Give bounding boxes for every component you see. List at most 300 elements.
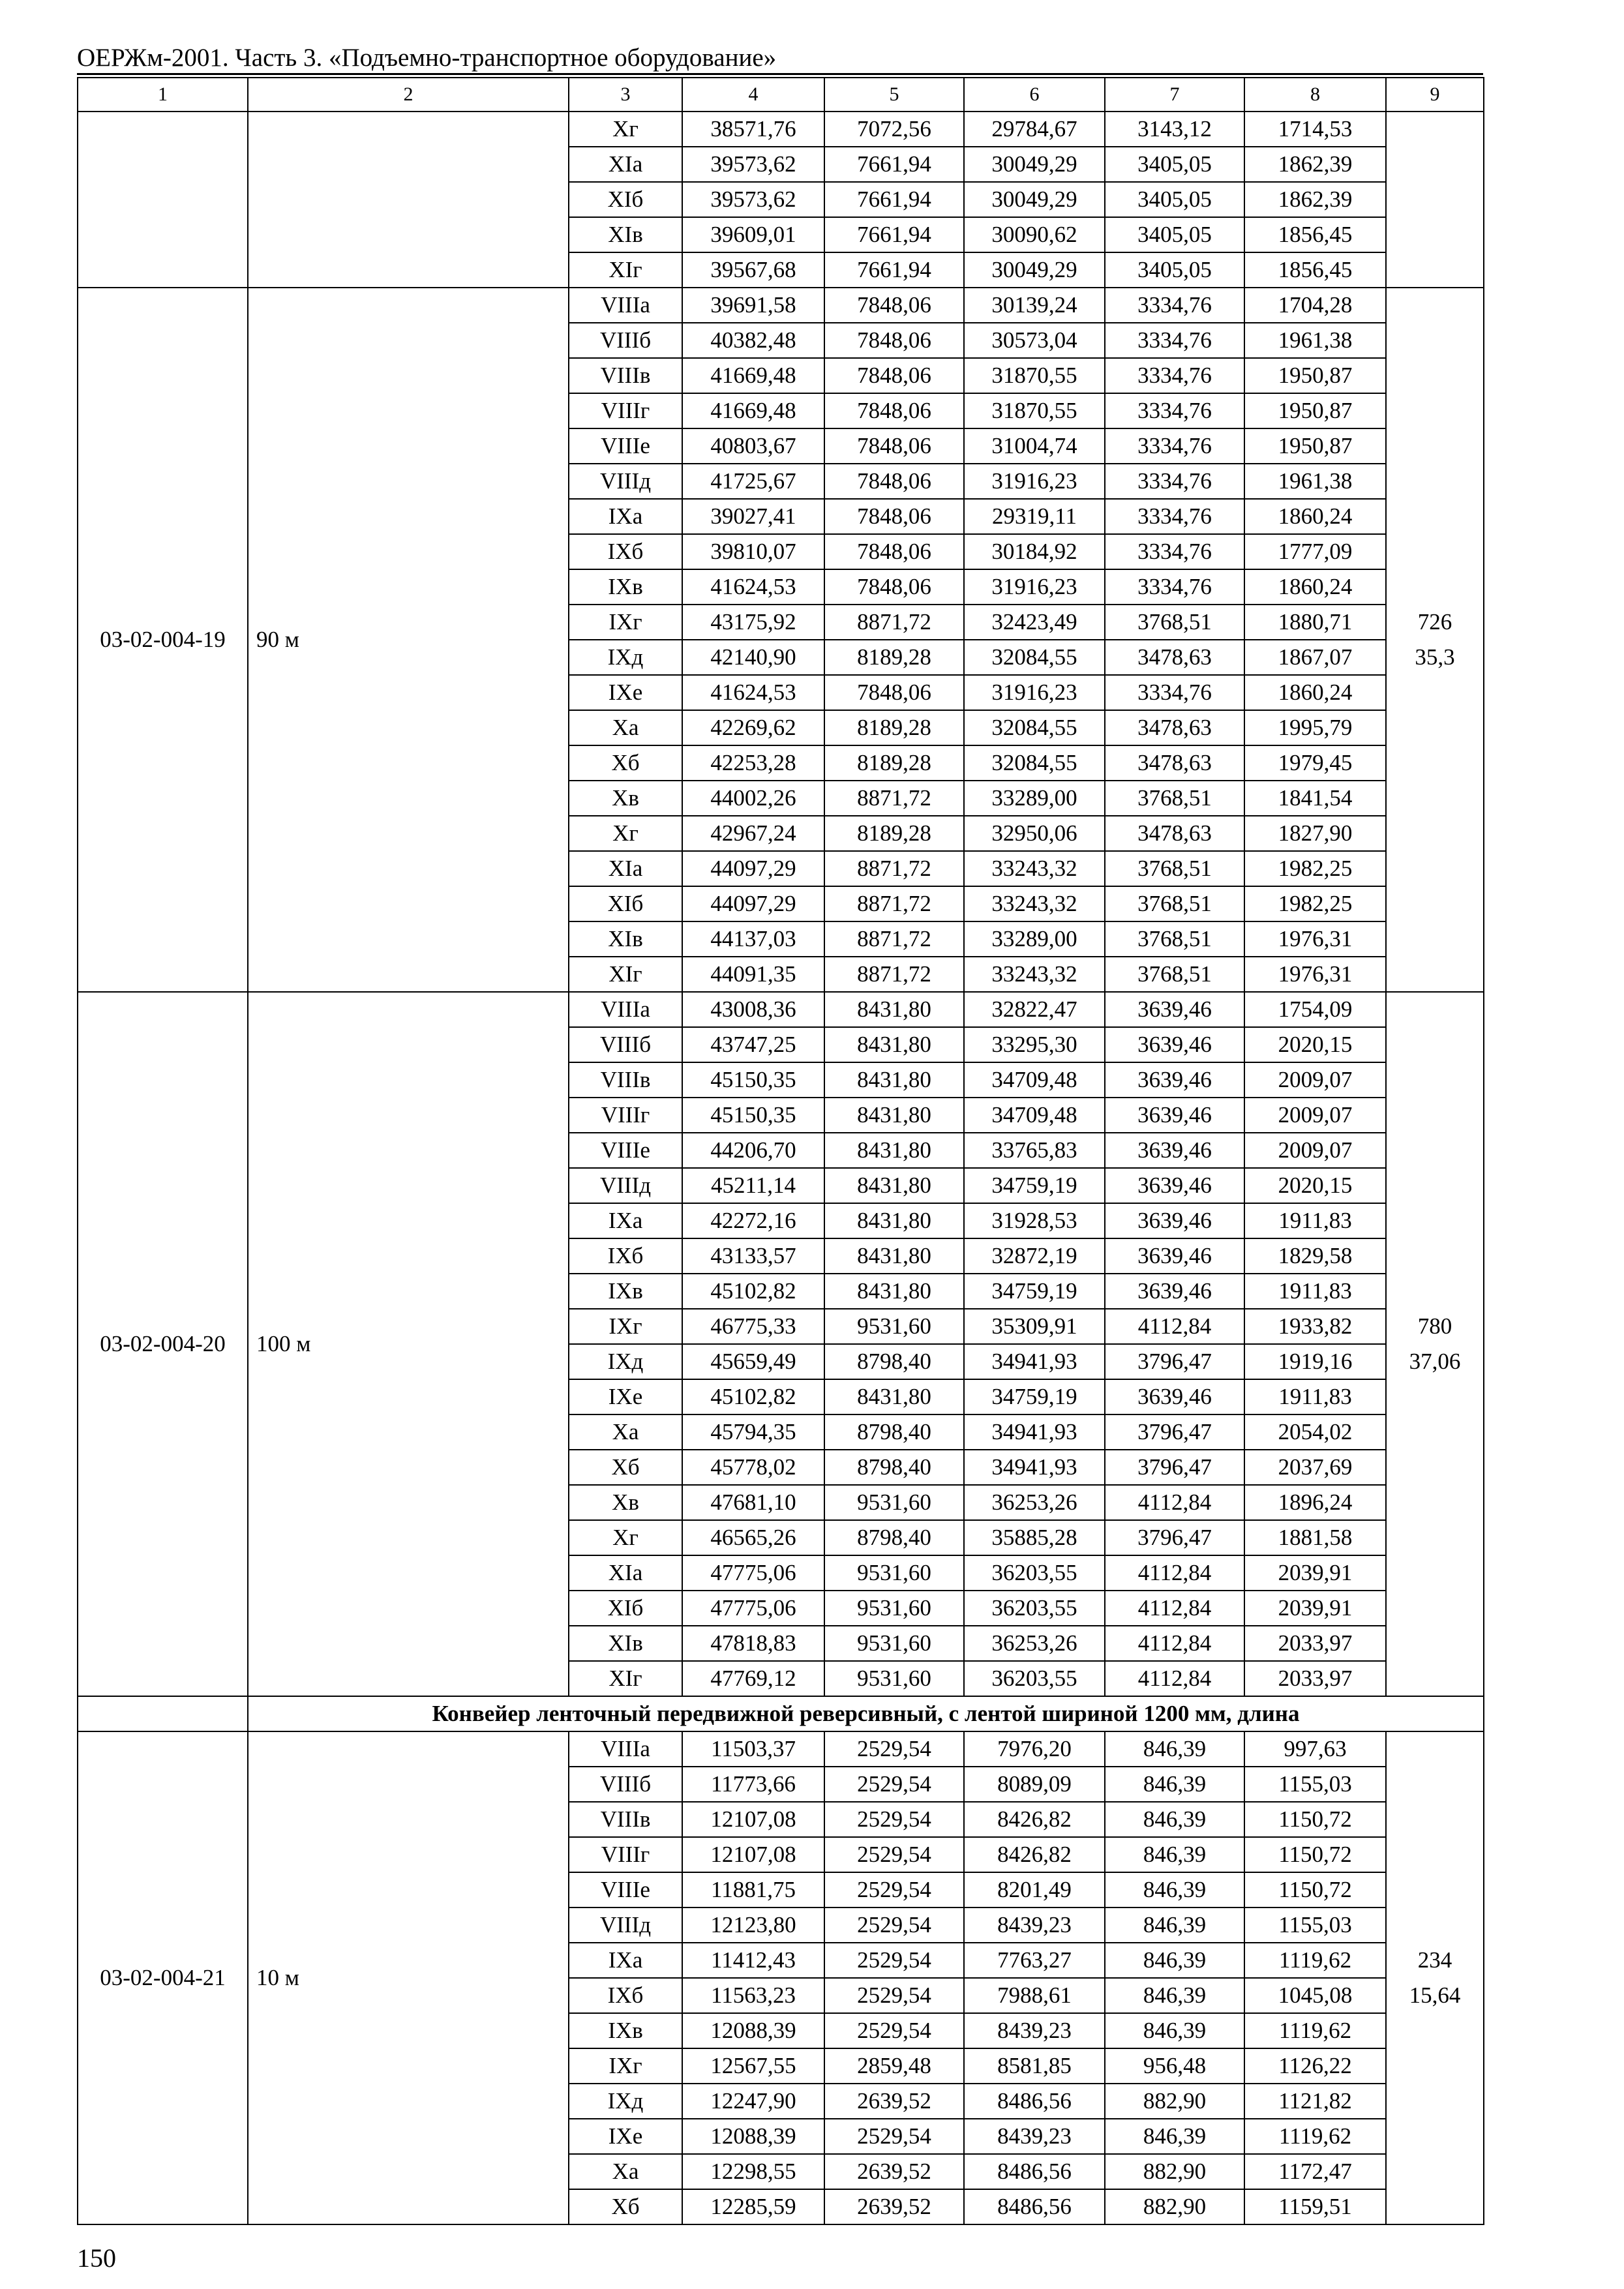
class-cell: Хг [569, 112, 682, 147]
value-col8-cell: 1119,62 [1244, 2013, 1386, 2048]
value-col7-cell: 846,39 [1105, 1731, 1244, 1767]
value-col6-cell: 32084,55 [964, 640, 1105, 675]
value-col4-cell: 43133,57 [682, 1238, 824, 1274]
value-col4-cell: 12298,55 [682, 2154, 824, 2189]
value-col8-cell: 2039,91 [1244, 1591, 1386, 1626]
class-cell: IХе [569, 1379, 682, 1414]
value-col6-cell: 35309,91 [964, 1309, 1105, 1344]
value-col8-cell: 1150,72 [1244, 1802, 1386, 1837]
value-col5-cell: 8871,72 [824, 886, 964, 921]
column-number-cell: 2 [248, 78, 569, 112]
value-col4-cell: 39573,62 [682, 147, 824, 182]
value-col8-cell: 1860,24 [1244, 675, 1386, 710]
class-cell: Хв [569, 1485, 682, 1520]
table-row [78, 992, 1484, 1027]
value-col5-cell: 7848,06 [824, 499, 964, 534]
value-col7-cell: 3478,63 [1105, 745, 1244, 781]
value-col6-cell: 29784,67 [964, 112, 1105, 147]
value-col7-cell: 3334,76 [1105, 428, 1244, 464]
value-col7-cell: 3334,76 [1105, 675, 1244, 710]
value-col6-cell: 32872,19 [964, 1238, 1105, 1274]
value-col6-cell: 8439,23 [964, 2013, 1105, 2048]
value-col7-cell: 4112,84 [1105, 1485, 1244, 1520]
class-cell: Хг [569, 816, 682, 851]
value-col4-cell: 47769,12 [682, 1661, 824, 1696]
value-col6-cell: 36203,55 [964, 1555, 1105, 1591]
value-col8-cell: 1777,09 [1244, 534, 1386, 569]
value-col7-cell: 846,39 [1105, 1837, 1244, 1872]
class-cell: VIIIб [569, 323, 682, 358]
value-col5-cell: 7848,06 [824, 569, 964, 605]
value-col7-cell: 3405,05 [1105, 182, 1244, 217]
value-col5-cell: 8871,72 [824, 605, 964, 640]
column9-value: 35,3 [1415, 644, 1455, 670]
value-col8-cell: 1121,82 [1244, 2084, 1386, 2119]
value-col8-cell: 1119,62 [1244, 2119, 1386, 2154]
value-col8-cell: 1911,83 [1244, 1379, 1386, 1414]
value-col8-cell: 1979,45 [1244, 745, 1386, 781]
value-col5-cell: 2529,54 [824, 1943, 964, 1978]
class-cell: VIIIд [569, 464, 682, 499]
value-col8-cell: 2054,02 [1244, 1414, 1386, 1450]
class-cell: Хб [569, 745, 682, 781]
length-cell [248, 112, 569, 288]
value-col8-cell: 1982,25 [1244, 851, 1386, 886]
value-col5-cell: 7848,06 [824, 428, 964, 464]
value-col4-cell: 43175,92 [682, 605, 824, 640]
value-col6-cell: 30184,92 [964, 534, 1105, 569]
length-cell: 90 м [248, 288, 569, 992]
value-col4-cell: 42967,24 [682, 816, 824, 851]
class-cell: IХв [569, 2013, 682, 2048]
value-col8-cell: 2033,97 [1244, 1626, 1386, 1661]
value-col4-cell: 42140,90 [682, 640, 824, 675]
value-col6-cell: 34941,93 [964, 1414, 1105, 1450]
value-col7-cell: 3405,05 [1105, 252, 1244, 288]
value-col4-cell: 44097,29 [682, 851, 824, 886]
value-col5-cell: 8431,80 [824, 1238, 964, 1274]
value-col6-cell: 33289,00 [964, 921, 1105, 957]
value-col8-cell: 1950,87 [1244, 428, 1386, 464]
value-col7-cell: 4112,84 [1105, 1661, 1244, 1696]
value-col5-cell: 8798,40 [824, 1450, 964, 1485]
column-number-cell: 4 [682, 78, 824, 112]
value-col8-cell: 1126,22 [1244, 2048, 1386, 2084]
value-col4-cell: 12123,80 [682, 1908, 824, 1943]
class-cell: IХг [569, 605, 682, 640]
value-col7-cell: 3334,76 [1105, 288, 1244, 323]
value-col4-cell: 39609,01 [682, 217, 824, 252]
class-cell: Хб [569, 1450, 682, 1485]
class-cell: IХг [569, 1309, 682, 1344]
header-rule [77, 73, 1483, 75]
value-col6-cell: 31870,55 [964, 358, 1105, 393]
value-col8-cell: 1155,03 [1244, 1908, 1386, 1943]
value-col8-cell: 1976,31 [1244, 921, 1386, 957]
value-col4-cell: 41624,53 [682, 675, 824, 710]
class-cell: ХIа [569, 1555, 682, 1591]
value-col5-cell: 7848,06 [824, 288, 964, 323]
value-col8-cell: 1829,58 [1244, 1238, 1386, 1274]
value-col6-cell: 32084,55 [964, 745, 1105, 781]
value-col6-cell: 30049,29 [964, 252, 1105, 288]
value-col4-cell: 47775,06 [682, 1591, 824, 1626]
value-col5-cell: 7848,06 [824, 323, 964, 358]
value-col5-cell: 9531,60 [824, 1661, 964, 1696]
value-col4-cell: 43008,36 [682, 992, 824, 1027]
value-col6-cell: 36253,26 [964, 1626, 1105, 1661]
column9-value: 37,06 [1409, 1349, 1461, 1374]
value-col5-cell: 2639,52 [824, 2154, 964, 2189]
value-col7-cell: 846,39 [1105, 1943, 1244, 1978]
section-spacer-cell [78, 1696, 248, 1731]
value-col8-cell: 1896,24 [1244, 1485, 1386, 1520]
column-number-row [78, 78, 1484, 112]
class-cell: IХб [569, 1238, 682, 1274]
value-col7-cell: 3639,46 [1105, 1274, 1244, 1309]
value-col7-cell: 3796,47 [1105, 1450, 1244, 1485]
value-col8-cell: 1911,83 [1244, 1203, 1386, 1238]
class-cell: ХIа [569, 851, 682, 886]
value-col5-cell: 2529,54 [824, 1802, 964, 1837]
value-col7-cell: 3405,05 [1105, 147, 1244, 182]
rate-code-cell: 03-02-004-19 [78, 288, 248, 992]
value-col7-cell: 3768,51 [1105, 886, 1244, 921]
value-col7-cell: 4112,84 [1105, 1555, 1244, 1591]
class-cell: ХIб [569, 1591, 682, 1626]
value-col4-cell: 47681,10 [682, 1485, 824, 1520]
value-col7-cell: 3639,46 [1105, 1238, 1244, 1274]
value-col4-cell: 12088,39 [682, 2119, 824, 2154]
value-col7-cell: 3639,46 [1105, 992, 1244, 1027]
value-col6-cell: 34759,19 [964, 1168, 1105, 1203]
value-col8-cell: 1950,87 [1244, 358, 1386, 393]
class-cell: IХе [569, 675, 682, 710]
class-cell: VIIIг [569, 393, 682, 428]
column9-cell [1386, 1731, 1484, 2224]
value-col6-cell: 30090,62 [964, 217, 1105, 252]
value-col6-cell: 34759,19 [964, 1379, 1105, 1414]
value-col6-cell: 36253,26 [964, 1485, 1105, 1520]
value-col7-cell: 846,39 [1105, 1978, 1244, 2013]
class-cell: IХд [569, 1344, 682, 1379]
value-col5-cell: 8798,40 [824, 1414, 964, 1450]
value-col5-cell: 7848,06 [824, 464, 964, 499]
value-col8-cell: 1150,72 [1244, 1837, 1386, 1872]
value-col4-cell: 45102,82 [682, 1379, 824, 1414]
value-col8-cell: 1950,87 [1244, 393, 1386, 428]
value-col6-cell: 32423,49 [964, 605, 1105, 640]
class-cell: VIIIб [569, 1027, 682, 1062]
value-col4-cell: 43747,25 [682, 1027, 824, 1062]
value-col6-cell: 34941,93 [964, 1450, 1105, 1485]
column-number-cell: 6 [964, 78, 1105, 112]
value-col7-cell: 3334,76 [1105, 358, 1244, 393]
value-col4-cell: 46775,33 [682, 1309, 824, 1344]
value-col8-cell: 1172,47 [1244, 2154, 1386, 2189]
value-col7-cell: 3768,51 [1105, 957, 1244, 992]
value-col5-cell: 8189,28 [824, 640, 964, 675]
value-col8-cell: 1119,62 [1244, 1943, 1386, 1978]
value-col5-cell: 7661,94 [824, 182, 964, 217]
class-cell: IХб [569, 1978, 682, 2013]
column9-cell [1386, 992, 1484, 1696]
class-cell: ХIв [569, 217, 682, 252]
value-col7-cell: 3334,76 [1105, 499, 1244, 534]
value-col8-cell: 1982,25 [1244, 886, 1386, 921]
class-cell: IХа [569, 1943, 682, 1978]
rates-table [77, 77, 1484, 2225]
value-col4-cell: 39573,62 [682, 182, 824, 217]
value-col6-cell: 8486,56 [964, 2154, 1105, 2189]
value-col4-cell: 46565,26 [682, 1520, 824, 1555]
value-col8-cell: 1841,54 [1244, 781, 1386, 816]
value-col8-cell: 2009,07 [1244, 1098, 1386, 1133]
value-col7-cell: 3796,47 [1105, 1344, 1244, 1379]
class-cell: ХIг [569, 957, 682, 992]
rates-table-body [78, 78, 1484, 2224]
value-col6-cell: 30049,29 [964, 147, 1105, 182]
value-col6-cell: 33243,32 [964, 851, 1105, 886]
value-col6-cell: 30573,04 [964, 323, 1105, 358]
class-cell: VIIIа [569, 288, 682, 323]
value-col4-cell: 11563,23 [682, 1978, 824, 2013]
value-col7-cell: 846,39 [1105, 1872, 1244, 1908]
value-col8-cell: 1155,03 [1244, 1767, 1386, 1802]
value-col4-cell: 45794,35 [682, 1414, 824, 1450]
value-col7-cell: 3639,46 [1105, 1062, 1244, 1098]
value-col8-cell: 1961,38 [1244, 323, 1386, 358]
class-cell: ХIа [569, 147, 682, 182]
value-col4-cell: 41624,53 [682, 569, 824, 605]
class-cell: Ха [569, 1414, 682, 1450]
table-row [78, 1731, 1484, 1767]
value-col4-cell: 11503,37 [682, 1731, 824, 1767]
value-col4-cell: 12567,55 [682, 2048, 824, 2084]
value-col6-cell: 34709,48 [964, 1062, 1105, 1098]
value-col5-cell: 8431,80 [824, 1274, 964, 1309]
class-cell: IХв [569, 569, 682, 605]
value-col6-cell: 29319,11 [964, 499, 1105, 534]
value-col4-cell: 39691,58 [682, 288, 824, 323]
value-col4-cell: 44206,70 [682, 1133, 824, 1168]
value-col5-cell: 2529,54 [824, 2013, 964, 2048]
value-col7-cell: 3639,46 [1105, 1098, 1244, 1133]
value-col7-cell: 3768,51 [1105, 851, 1244, 886]
column9-value: 780 [1417, 1313, 1452, 1339]
value-col6-cell: 34759,19 [964, 1274, 1105, 1309]
class-cell: Хв [569, 781, 682, 816]
column-number-cell: 8 [1244, 78, 1386, 112]
value-col8-cell: 1150,72 [1244, 1872, 1386, 1908]
value-col4-cell: 45778,02 [682, 1450, 824, 1485]
value-col8-cell: 1856,45 [1244, 217, 1386, 252]
value-col8-cell: 1911,83 [1244, 1274, 1386, 1309]
column-number-cell: 5 [824, 78, 964, 112]
class-cell: Хб [569, 2189, 682, 2224]
value-col6-cell: 32950,06 [964, 816, 1105, 851]
value-col5-cell: 2529,54 [824, 1908, 964, 1943]
value-col5-cell: 9531,60 [824, 1485, 964, 1520]
class-cell: VIIIг [569, 1098, 682, 1133]
value-col5-cell: 9531,60 [824, 1626, 964, 1661]
value-col7-cell: 3405,05 [1105, 217, 1244, 252]
section-heading: Конвейер ленточный передвижной реверсивный, с лентой шириной 1200 мм, длина [248, 1696, 1484, 1731]
value-col8-cell: 997,63 [1244, 1731, 1386, 1767]
value-col7-cell: 882,90 [1105, 2189, 1244, 2224]
value-col6-cell: 30139,24 [964, 288, 1105, 323]
value-col7-cell: 3143,12 [1105, 112, 1244, 147]
value-col5-cell: 2859,48 [824, 2048, 964, 2084]
class-cell: VIIIе [569, 428, 682, 464]
table-row [78, 288, 1484, 323]
value-col5-cell: 8798,40 [824, 1520, 964, 1555]
column-number-cell: 7 [1105, 78, 1244, 112]
value-col7-cell: 4112,84 [1105, 1626, 1244, 1661]
value-col6-cell: 35885,28 [964, 1520, 1105, 1555]
value-col6-cell: 7988,61 [964, 1978, 1105, 2013]
value-col6-cell: 8486,56 [964, 2189, 1105, 2224]
value-col8-cell: 2039,91 [1244, 1555, 1386, 1591]
value-col8-cell: 1860,24 [1244, 569, 1386, 605]
value-col8-cell: 2009,07 [1244, 1133, 1386, 1168]
column9-cell [1386, 112, 1484, 288]
class-cell: VIIIб [569, 1767, 682, 1802]
value-col5-cell: 2529,54 [824, 1872, 964, 1908]
value-col6-cell: 7763,27 [964, 1943, 1105, 1978]
value-col6-cell: 7976,20 [964, 1731, 1105, 1767]
value-col8-cell: 1976,31 [1244, 957, 1386, 992]
value-col7-cell: 4112,84 [1105, 1309, 1244, 1344]
class-cell: VIIIа [569, 992, 682, 1027]
value-col4-cell: 47818,83 [682, 1626, 824, 1661]
rate-code-cell [78, 112, 248, 288]
value-col7-cell: 3796,47 [1105, 1520, 1244, 1555]
value-col4-cell: 39567,68 [682, 252, 824, 288]
class-cell: Ха [569, 2154, 682, 2189]
value-col4-cell: 44091,35 [682, 957, 824, 992]
class-cell: ХIб [569, 886, 682, 921]
value-col5-cell: 9531,60 [824, 1591, 964, 1626]
value-col7-cell: 846,39 [1105, 1802, 1244, 1837]
value-col4-cell: 11881,75 [682, 1872, 824, 1908]
value-col8-cell: 1856,45 [1244, 252, 1386, 288]
value-col6-cell: 31916,23 [964, 569, 1105, 605]
value-col5-cell: 7848,06 [824, 358, 964, 393]
value-col4-cell: 40382,48 [682, 323, 824, 358]
value-col7-cell: 3639,46 [1105, 1379, 1244, 1414]
value-col7-cell: 3639,46 [1105, 1168, 1244, 1203]
class-cell: VIIIа [569, 1731, 682, 1767]
value-col6-cell: 33295,30 [964, 1027, 1105, 1062]
value-col4-cell: 39810,07 [682, 534, 824, 569]
value-col8-cell: 1827,90 [1244, 816, 1386, 851]
value-col4-cell: 44097,29 [682, 886, 824, 921]
value-col5-cell: 8871,72 [824, 921, 964, 957]
column-number-cell: 9 [1386, 78, 1484, 112]
value-col8-cell: 1995,79 [1244, 710, 1386, 745]
value-col6-cell: 30049,29 [964, 182, 1105, 217]
value-col7-cell: 3478,63 [1105, 640, 1244, 675]
value-col4-cell: 45102,82 [682, 1274, 824, 1309]
class-cell: Хг [569, 1520, 682, 1555]
value-col7-cell: 846,39 [1105, 2013, 1244, 2048]
value-col7-cell: 956,48 [1105, 2048, 1244, 2084]
value-col5-cell: 7848,06 [824, 675, 964, 710]
value-col6-cell: 33243,32 [964, 957, 1105, 992]
value-col6-cell: 33765,83 [964, 1133, 1105, 1168]
value-col7-cell: 3478,63 [1105, 816, 1244, 851]
value-col4-cell: 45659,49 [682, 1344, 824, 1379]
value-col7-cell: 3639,46 [1105, 1203, 1244, 1238]
value-col7-cell: 3334,76 [1105, 569, 1244, 605]
value-col4-cell: 45150,35 [682, 1062, 824, 1098]
page-number: 150 [77, 2243, 116, 2273]
value-col6-cell: 32822,47 [964, 992, 1105, 1027]
value-col7-cell: 3334,76 [1105, 323, 1244, 358]
value-col7-cell: 846,39 [1105, 1908, 1244, 1943]
class-cell: VIIIе [569, 1872, 682, 1908]
class-cell: VIIIе [569, 1133, 682, 1168]
column9-value: 234 [1417, 1947, 1452, 1973]
value-col5-cell: 2529,54 [824, 2119, 964, 2154]
class-cell: IХб [569, 534, 682, 569]
value-col5-cell: 2639,52 [824, 2189, 964, 2224]
value-col4-cell: 11412,43 [682, 1943, 824, 1978]
length-cell: 100 м [248, 992, 569, 1696]
table-row [78, 112, 1484, 147]
class-cell: ХIг [569, 252, 682, 288]
value-col7-cell: 3768,51 [1105, 921, 1244, 957]
class-cell: ХIг [569, 1661, 682, 1696]
value-col8-cell: 1881,58 [1244, 1520, 1386, 1555]
value-col6-cell: 31004,74 [964, 428, 1105, 464]
class-cell: IХд [569, 640, 682, 675]
class-cell: IХе [569, 2119, 682, 2154]
class-cell: VIIIд [569, 1908, 682, 1943]
value-col7-cell: 882,90 [1105, 2154, 1244, 2189]
value-col8-cell: 1714,53 [1244, 112, 1386, 147]
column9-cell [1386, 288, 1484, 992]
value-col8-cell: 1880,71 [1244, 605, 1386, 640]
value-col7-cell: 3796,47 [1105, 1414, 1244, 1450]
value-col8-cell: 2020,15 [1244, 1027, 1386, 1062]
value-col6-cell: 36203,55 [964, 1591, 1105, 1626]
value-col4-cell: 42253,28 [682, 745, 824, 781]
value-col6-cell: 33243,32 [964, 886, 1105, 921]
class-cell: VIIIд [569, 1168, 682, 1203]
value-col8-cell: 1862,39 [1244, 147, 1386, 182]
class-cell: ХIв [569, 921, 682, 957]
value-col4-cell: 39027,41 [682, 499, 824, 534]
rate-code-cell: 03-02-004-21 [78, 1731, 248, 2224]
page-header: ОЕРЖм-2001. Часть 3. «Подъемно-транспортное оборудование» [77, 44, 777, 72]
value-col8-cell: 1961,38 [1244, 464, 1386, 499]
value-col5-cell: 8431,80 [824, 1062, 964, 1098]
value-col4-cell: 12247,90 [682, 2084, 824, 2119]
value-col4-cell: 12088,39 [682, 2013, 824, 2048]
value-col8-cell: 2037,69 [1244, 1450, 1386, 1485]
value-col7-cell: 882,90 [1105, 2084, 1244, 2119]
value-col7-cell: 3639,46 [1105, 1027, 1244, 1062]
value-col7-cell: 3334,76 [1105, 464, 1244, 499]
value-col4-cell: 12107,08 [682, 1802, 824, 1837]
value-col4-cell: 38571,76 [682, 112, 824, 147]
value-col5-cell: 8431,80 [824, 1168, 964, 1203]
length-cell: 10 м [248, 1731, 569, 2224]
column9-value: 726 [1417, 609, 1452, 635]
value-col4-cell: 45150,35 [682, 1098, 824, 1133]
